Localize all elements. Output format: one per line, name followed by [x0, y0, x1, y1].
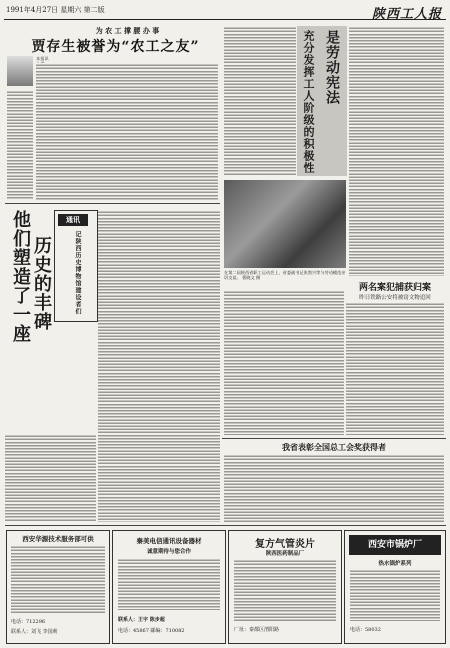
ad-title: 西安市锅炉厂	[349, 535, 441, 555]
center-body-text	[224, 290, 344, 435]
news-photo	[224, 180, 346, 268]
ad-body-text	[118, 558, 220, 610]
article-byline: 本报讯	[36, 56, 49, 61]
notice-label: 通讯	[58, 214, 88, 226]
ad-phone: 电话：58032	[350, 627, 381, 633]
center-body-text	[349, 26, 444, 276]
ad-phone-label: 电话：	[11, 619, 27, 625]
portrait-photo	[7, 56, 33, 86]
center-body-text	[224, 26, 296, 176]
photo-caption: 在第二届陕西省职工运动会上，省委副书记张勃兴等与劳动模范亲切交谈。 曹晓文 摄	[224, 270, 346, 281]
divider	[5, 525, 446, 526]
divider	[5, 203, 220, 204]
ad-body-text	[234, 559, 336, 621]
theft-headline: 两名案犯捕获归案	[358, 283, 431, 293]
ad-subtitle: 陕西医药制品厂	[265, 551, 305, 557]
feature-headline-1: 他们塑造了一座	[10, 210, 31, 343]
ad-body-text	[350, 569, 440, 621]
ad-huayuan	[6, 530, 110, 644]
ad-contact: 联系人：刘飞 李国莉	[11, 629, 58, 635]
feature-body-text	[5, 434, 96, 522]
article-kicker: 为 农 工 撑 腰 办 事	[95, 26, 160, 35]
issue-date: 1991年4月27日 星期六 第二版	[6, 6, 105, 14]
ad-title: 复方气管炎片	[255, 539, 315, 550]
ad-title: 西安华源技术服务部可供	[22, 535, 94, 543]
masthead	[4, 3, 446, 20]
center-headline: 是劳动宪法	[324, 30, 340, 105]
ad-body-text	[11, 545, 105, 615]
ad-phone	[11, 619, 45, 626]
article-body-text	[36, 63, 218, 200]
notice-box	[54, 210, 98, 322]
ad-contact: 联系人：王宇 陈步超	[118, 617, 165, 623]
ad-subtitle: 诚意期待与您合作	[146, 549, 191, 555]
theft-body-text	[346, 302, 444, 435]
award-headline: 我省表彰全国总工会奖获得者	[282, 442, 386, 452]
paper-logo: 陕西工人报	[371, 7, 442, 22]
center-subheadline: 充分发挥工人阶级的积极性	[302, 30, 315, 174]
center-headline-block	[297, 26, 347, 176]
ad-title: 秦美电信通讯设备器材	[136, 537, 202, 545]
theft-subheadline: 昨日铁路公安将被窃文物追回	[359, 295, 431, 301]
ad-boiler	[344, 530, 446, 644]
article-body-text	[7, 90, 33, 200]
ad-contact: 厂址：秦都区渭阳路	[234, 627, 280, 633]
divider	[222, 438, 446, 439]
ad-subtitle: 热水锅炉系列	[378, 561, 412, 567]
feature-body-text	[98, 210, 220, 522]
ad-phone: 电话：45867 邮编：710082	[118, 628, 185, 634]
ad-phone-number: 712296	[26, 619, 46, 625]
article-headline: 贾存生被誉为“农工之友”	[31, 39, 200, 55]
ad-medicine	[228, 530, 342, 644]
ad-qinmei	[112, 530, 226, 644]
award-body-text	[224, 454, 444, 522]
feature-headline-2: 历史的丰碑	[31, 236, 52, 331]
notice-text: 记陕西历史博物馆建设者们	[74, 231, 81, 315]
